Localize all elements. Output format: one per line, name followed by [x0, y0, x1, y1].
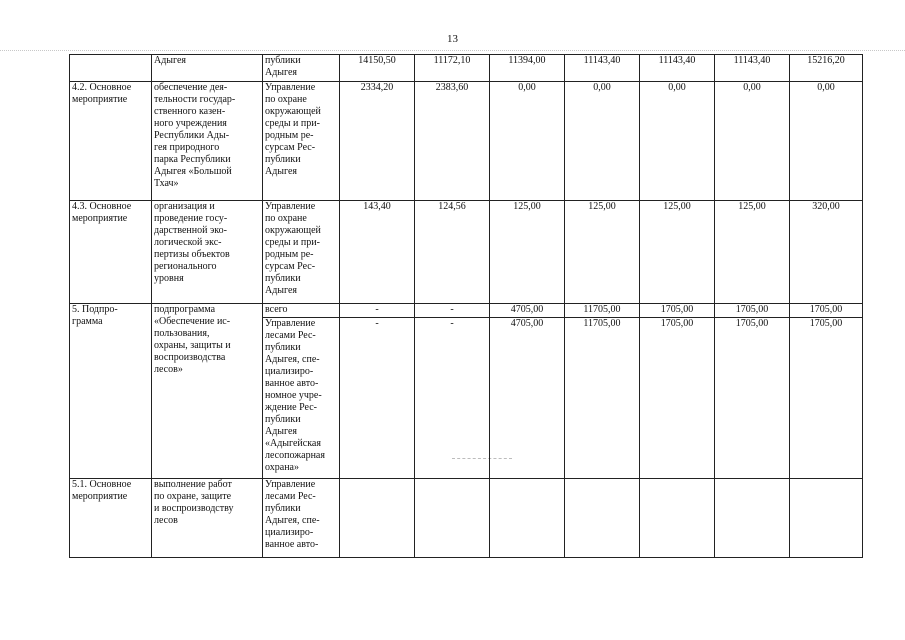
value-cell: 11143,40 — [565, 55, 640, 82]
row-name-cell: организация и проведение госу- дарственной эко- логической экс- пертизы объектов регионального уровня — [152, 201, 263, 304]
value-cell: 143,40 — [340, 201, 415, 304]
scan-artifact-line — [0, 50, 905, 51]
value-cell: - — [340, 304, 415, 318]
value-cell: 1705,00 — [715, 318, 790, 479]
row-number-cell: 5.1. Основное мероприятие — [70, 479, 152, 558]
row-name-cell: подпрограмма «Обеспечение ис- пользования, охраны, защиты и воспроизводства лесов» — [152, 304, 263, 479]
executor-cell: Управление по охране окружающей среды и при- родным ре- сурсам Рес- публики Адыгея — [263, 201, 340, 304]
table-row — [70, 55, 863, 82]
executor-cell: Управление лесами Рес- публики Адыгея, спе- циализиро- ванное авто- номное учре- ждение Рес- публики Адыгея «Адыгейская лесопожарная охрана» — [263, 318, 340, 479]
executor-cell: публики Адыгея — [263, 55, 340, 82]
table-row — [70, 201, 863, 304]
program-funding-table — [69, 54, 863, 558]
value-cell: 11143,40 — [715, 55, 790, 82]
value-cell: 0,00 — [490, 82, 565, 201]
value-cell: 125,00 — [565, 201, 640, 304]
value-cell: 1705,00 — [640, 318, 715, 479]
value-cell: 11394,00 — [490, 55, 565, 82]
value-cell: 4705,00 — [490, 304, 565, 318]
value-cell: 11143,40 — [640, 55, 715, 82]
row-number-cell — [70, 55, 152, 82]
executor-cell: Управление по охране окружающей среды и при- родным ре- сурсам Рес- публики Адыгея — [263, 82, 340, 201]
value-cell: 1705,00 — [790, 304, 863, 318]
row-number-cell: 5. Подпро- грамма — [70, 304, 152, 479]
table-row — [70, 479, 863, 558]
value-cell: - — [340, 318, 415, 479]
value-cell: 14150,50 — [340, 55, 415, 82]
table-row — [70, 304, 863, 318]
value-cell: 1705,00 — [790, 318, 863, 479]
row-number-cell: 4.3. Основное мероприятие — [70, 201, 152, 304]
value-cell: 125,00 — [490, 201, 565, 304]
value-cell: 1705,00 — [715, 304, 790, 318]
row-number-cell: 4.2. Основное мероприятие — [70, 82, 152, 201]
value-cell — [640, 479, 715, 558]
value-cell — [715, 479, 790, 558]
value-cell: 0,00 — [790, 82, 863, 201]
value-cell: 0,00 — [640, 82, 715, 201]
value-cell: 320,00 — [790, 201, 863, 304]
row-name-cell: выполнение работ по охране, защите и воспроизводству лесов — [152, 479, 263, 558]
value-cell: 2334,20 — [340, 82, 415, 201]
value-cell: 11172,10 — [415, 55, 490, 82]
table-row — [70, 82, 863, 201]
executor-cell: всего — [263, 304, 340, 318]
row-name-cell: обеспечение дея- тельности государ- ственного казен- ного учреждения Республики Ады- гея природного парка Республики Адыгея «Большой Тхач» — [152, 82, 263, 201]
value-cell — [565, 479, 640, 558]
value-cell: 2383,60 — [415, 82, 490, 201]
value-cell: 11705,00 — [565, 318, 640, 479]
value-cell — [790, 479, 863, 558]
value-cell: 15216,20 — [790, 55, 863, 82]
value-cell: - — [415, 318, 490, 479]
value-cell — [340, 479, 415, 558]
value-cell: - — [415, 304, 490, 318]
row-name-cell: Адыгея — [152, 55, 263, 82]
value-cell: 11705,00 — [565, 304, 640, 318]
value-cell — [490, 479, 565, 558]
executor-cell: Управление лесами Рес- публики Адыгея, спе- циализиро- ванное авто- — [263, 479, 340, 558]
value-cell: 125,00 — [640, 201, 715, 304]
value-cell: 0,00 — [565, 82, 640, 201]
value-cell: 1705,00 — [640, 304, 715, 318]
value-cell — [415, 479, 490, 558]
value-cell: 124,56 — [415, 201, 490, 304]
value-cell: 4705,00 — [490, 318, 565, 479]
value-cell: 0,00 — [715, 82, 790, 201]
page-number: 13 — [447, 33, 458, 45]
value-cell: 125,00 — [715, 201, 790, 304]
